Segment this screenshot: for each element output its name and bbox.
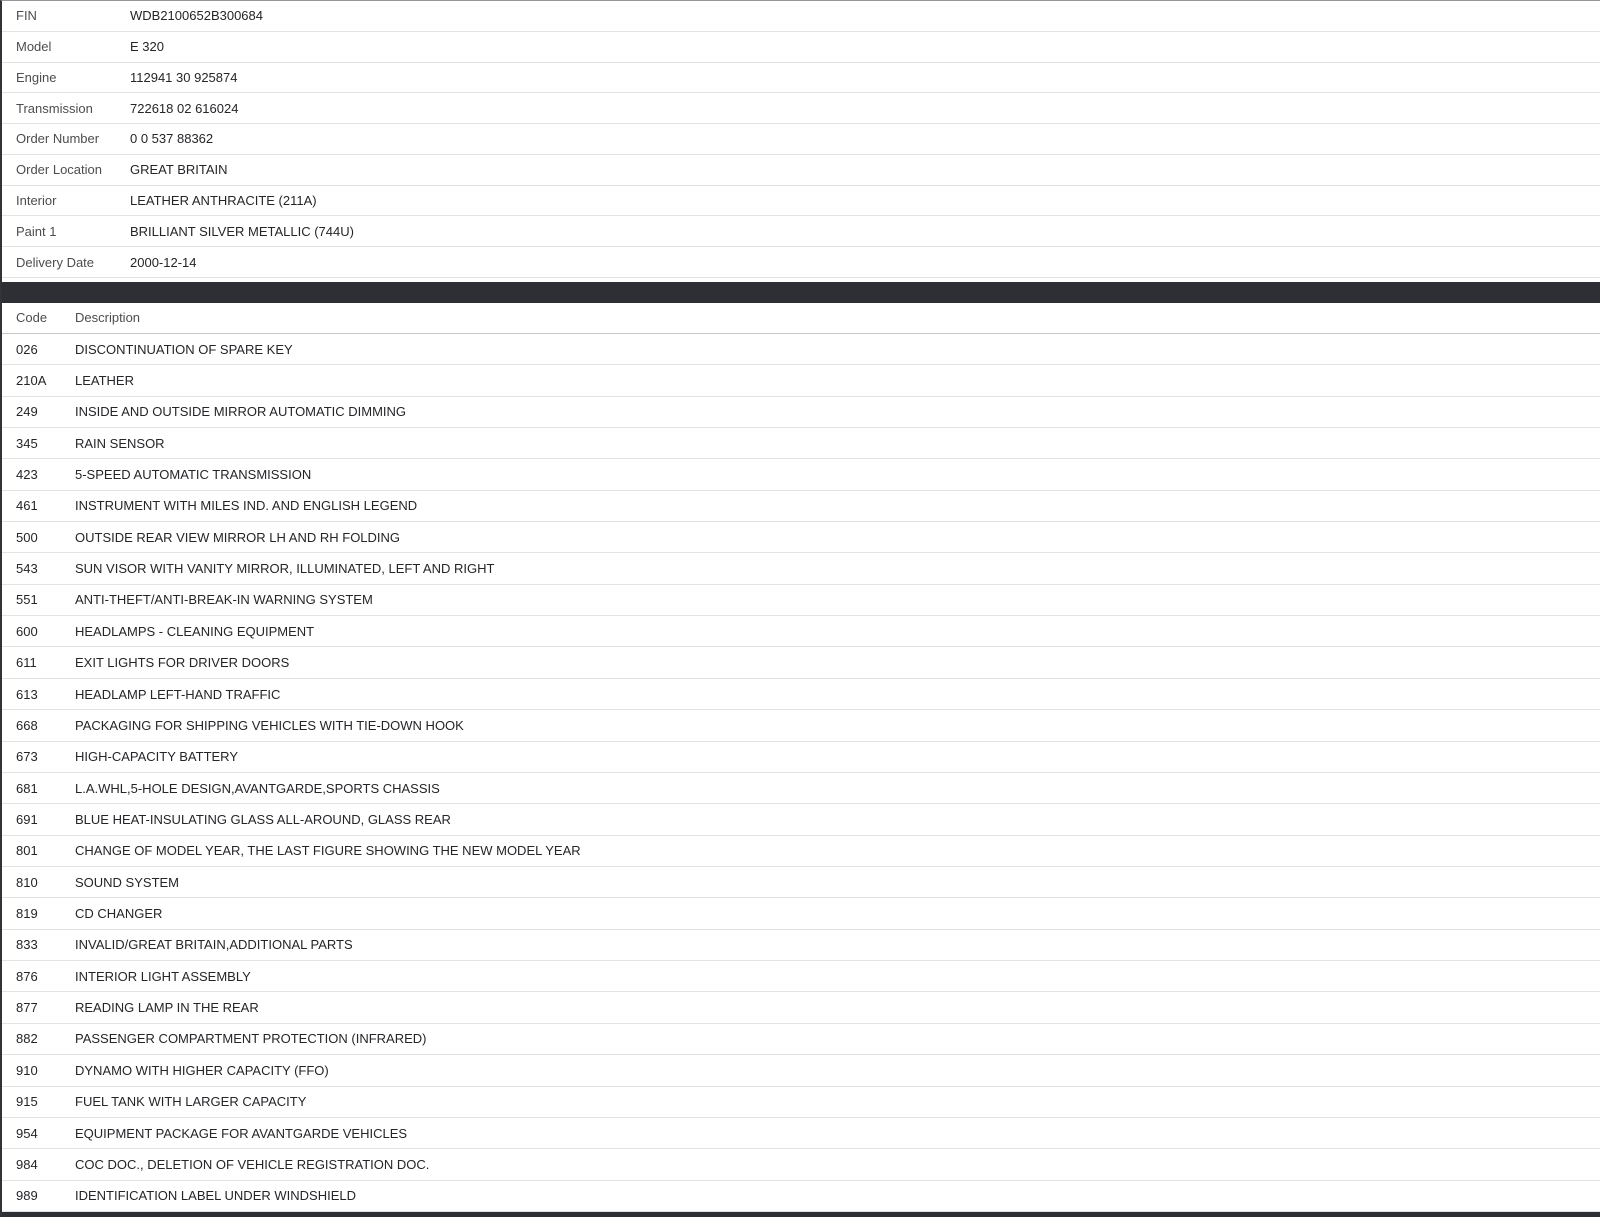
- section-divider-bar: [2, 282, 1600, 303]
- vehicle-info-table: [2, 1, 1600, 278]
- option-code: 691: [16, 811, 38, 827]
- option-description: READING LAMP IN THE REAR: [75, 1000, 259, 1016]
- option-codes-header-row: [2, 303, 1600, 334]
- option-description: INVALID/GREAT BRITAIN,ADDITIONAL PARTS: [75, 937, 353, 953]
- option-description: CHANGE OF MODEL YEAR, THE LAST FIGURE SHOWING THE NEW MODEL YEAR: [75, 843, 581, 859]
- option-description: SOUND SYSTEM: [75, 874, 180, 890]
- option-description: 5-SPEED AUTOMATIC TRANSMISSION: [75, 467, 312, 482]
- option-code-row: [2, 585, 1600, 616]
- option-code: 210A: [16, 372, 47, 388]
- option-description: PASSENGER COMPARTMENT PROTECTION (INFRARED): [75, 1031, 427, 1047]
- option-description: IDENTIFICATION LABEL UNDER WINDSHIELD: [75, 1188, 356, 1204]
- option-code-row: [2, 365, 1600, 396]
- option-description: INSIDE AND OUTSIDE MIRROR AUTOMATIC DIMMING: [75, 404, 407, 420]
- option-description: DYNAMO WITH HIGHER CAPACITY (FFO): [75, 1062, 329, 1078]
- vehicle-info-label: Order Number: [16, 131, 100, 147]
- option-code: 500: [16, 529, 38, 545]
- vehicle-info-label: Delivery Date: [16, 254, 95, 270]
- option-code: 989: [16, 1188, 38, 1204]
- option-description: LEATHER: [75, 372, 134, 388]
- option-code: 613: [16, 686, 38, 702]
- option-code: 984: [16, 1156, 38, 1172]
- option-description: INSTRUMENT WITH MILES IND. AND ENGLISH LEGEND: [75, 498, 418, 514]
- option-code: 345: [16, 435, 38, 451]
- option-description: PACKAGING FOR SHIPPING VEHICLES WITH TIE-DOWN HOOK: [75, 717, 464, 733]
- bottom-divider-bar: [2, 1212, 1600, 1217]
- vehicle-info-label: Engine: [16, 69, 57, 85]
- option-code-row: [2, 522, 1600, 553]
- option-code-row: [2, 1181, 1600, 1212]
- option-code-row: [2, 334, 1600, 365]
- option-description: FUEL TANK WITH LARGER CAPACITY: [75, 1094, 307, 1110]
- vehicle-info-row: [2, 216, 1600, 247]
- option-code: 668: [16, 717, 38, 733]
- vehicle-info-label: Transmission: [16, 100, 93, 116]
- option-code-row: [2, 1087, 1600, 1118]
- option-code-row: [2, 710, 1600, 741]
- option-code-row: [2, 836, 1600, 867]
- option-code: 423: [16, 467, 38, 482]
- option-code: 681: [16, 780, 38, 796]
- option-code: 877: [16, 1000, 38, 1016]
- option-code: 673: [16, 749, 38, 765]
- option-code-row: [2, 553, 1600, 584]
- option-description: HEADLAMP LEFT-HAND TRAFFIC: [75, 686, 281, 702]
- option-code-row: [2, 491, 1600, 522]
- vehicle-info-row: [2, 93, 1600, 124]
- option-description: ANTI-THEFT/ANTI-BREAK-IN WARNING SYSTEM: [75, 592, 373, 608]
- option-code-row: [2, 898, 1600, 929]
- option-code-row: [2, 773, 1600, 804]
- option-code-row: [2, 1149, 1600, 1180]
- option-code-row: [2, 616, 1600, 647]
- option-description: COC DOC., DELETION OF VEHICLE REGISTRATION DOC.: [75, 1156, 430, 1172]
- vehicle-info-value: 722618 02 616024: [130, 100, 239, 116]
- option-code-row: [2, 459, 1600, 490]
- vehicle-info-label: Model: [16, 39, 52, 55]
- option-description: DISCONTINUATION OF SPARE KEY: [75, 341, 293, 357]
- option-code-row: [2, 930, 1600, 961]
- option-description: RAIN SENSOR: [75, 435, 165, 451]
- vehicle-info-row: [2, 1, 1600, 32]
- option-description: SUN VISOR WITH VANITY MIRROR, ILLUMINATED, LEFT AND RIGHT: [75, 561, 495, 577]
- option-codes-table: [2, 303, 1600, 1212]
- option-code: 910: [16, 1062, 38, 1078]
- option-code-row: [2, 647, 1600, 678]
- vehicle-info-value: 112941 30 925874: [130, 69, 238, 85]
- option-code-row: [2, 867, 1600, 898]
- vehicle-info-label: Paint 1: [16, 223, 57, 239]
- option-code: 551: [16, 592, 38, 608]
- option-description: L.A.WHL,5-HOLE DESIGN,AVANTGARDE,SPORTS CHASSIS: [75, 780, 440, 796]
- vehicle-info-row: [2, 32, 1600, 63]
- option-description: CD CHANGER: [75, 906, 163, 922]
- option-code: 249: [16, 404, 38, 420]
- option-code: 543: [16, 561, 38, 577]
- vehicle-info-row: [2, 63, 1600, 94]
- option-code-row: [2, 1055, 1600, 1086]
- option-code-row: [2, 742, 1600, 773]
- option-code: 461: [16, 498, 38, 514]
- option-code: 882: [16, 1031, 38, 1047]
- option-code: 600: [16, 623, 38, 639]
- vehicle-info-row: [2, 247, 1600, 278]
- option-code-row: [2, 397, 1600, 428]
- option-code: 810: [16, 874, 38, 890]
- option-code: 819: [16, 906, 38, 922]
- vehicle-info-value: WDB2100652B300684: [130, 8, 263, 24]
- description-column-header: Description: [75, 310, 141, 326]
- option-code-row: [2, 961, 1600, 992]
- option-description: HIGH-CAPACITY BATTERY: [75, 749, 239, 765]
- option-code-row: [2, 1118, 1600, 1149]
- vehicle-info-value: BRILLIANT SILVER METALLIC (744U): [130, 223, 354, 239]
- option-description: EXIT LIGHTS FOR DRIVER DOORS: [75, 655, 290, 671]
- vehicle-info-label: FIN: [16, 8, 37, 24]
- option-code: 801: [16, 843, 38, 859]
- vehicle-info-row: [2, 186, 1600, 217]
- vehicle-info-value: 0 0 537 88362: [130, 131, 214, 147]
- option-code: 954: [16, 1125, 38, 1141]
- option-description: HEADLAMPS - CLEANING EQUIPMENT: [75, 623, 315, 639]
- code-column-header: Code: [16, 310, 48, 326]
- option-code: 026: [16, 341, 38, 357]
- option-code: 876: [16, 968, 38, 984]
- option-code: 833: [16, 937, 38, 953]
- option-description: INTERIOR LIGHT ASSEMBLY: [75, 968, 251, 984]
- option-code-row: [2, 1024, 1600, 1055]
- option-description: EQUIPMENT PACKAGE FOR AVANTGARDE VEHICLES: [75, 1125, 408, 1141]
- option-code-row: [2, 804, 1600, 835]
- vehicle-info-label: Order Location: [16, 162, 102, 178]
- vehicle-info-value: LEATHER ANTHRACITE (211A): [130, 192, 317, 208]
- option-code: 611: [16, 655, 37, 671]
- option-description: BLUE HEAT-INSULATING GLASS ALL-AROUND, GLASS REAR: [75, 811, 451, 827]
- vehicle-info-value: GREAT BRITAIN: [130, 162, 228, 178]
- option-code-row: [2, 679, 1600, 710]
- option-code: 915: [16, 1094, 38, 1110]
- option-description: OUTSIDE REAR VIEW MIRROR LH AND RH FOLDING: [75, 529, 401, 545]
- vehicle-info-row: [2, 124, 1600, 155]
- vehicle-info-value: E 320: [130, 39, 164, 55]
- vehicle-info-row: [2, 155, 1600, 186]
- option-code-row: [2, 992, 1600, 1023]
- option-code-row: [2, 428, 1600, 459]
- vehicle-info-label: Interior: [16, 192, 57, 208]
- vehicle-info-value: 2000-12-14: [130, 254, 197, 270]
